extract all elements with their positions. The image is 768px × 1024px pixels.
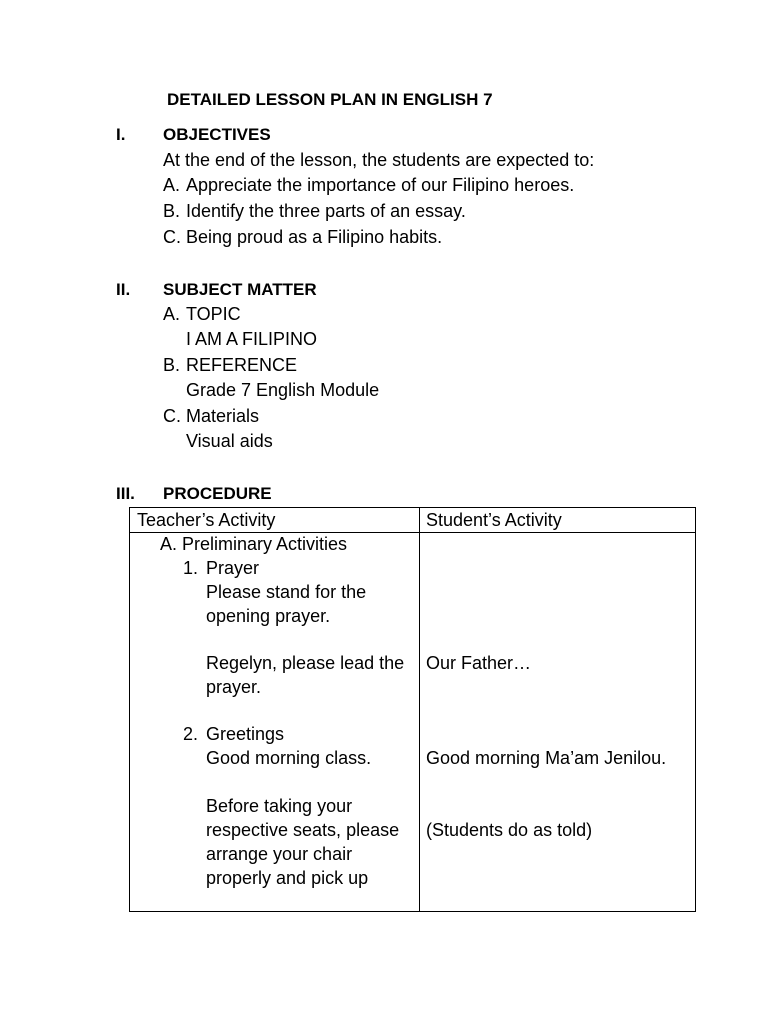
lead-line: prayer. — [206, 677, 262, 697]
page-title: DETAILED LESSON PLAN IN ENGLISH 7 — [167, 90, 493, 109]
lead-line: Regelyn, please lead the — [206, 653, 405, 673]
subject-item-value: Visual aids — [186, 431, 273, 451]
objective-text: Identify the three parts of an essay. — [186, 201, 466, 221]
subject-item-label: A. — [163, 304, 181, 324]
prayer-line: Please stand for the — [206, 582, 367, 602]
greet-line: Good morning class. — [206, 748, 372, 768]
objective-label: A. — [163, 175, 181, 195]
seat-line: respective seats, please — [206, 820, 400, 840]
subject-item-heading: TOPIC — [186, 304, 241, 324]
subject-item-reference — [163, 355, 297, 376]
seat-line: arrange your chair — [206, 844, 353, 864]
greet-label: 2. — [183, 724, 199, 744]
objective-item — [163, 175, 574, 196]
greet-response: Good morning Ma’am Jenilou. — [426, 748, 667, 768]
seat-line: Before taking your — [206, 796, 353, 816]
lead-response: Our Father… — [426, 653, 532, 673]
objective-text: Appreciate the importance of our Filipino heroes. — [186, 175, 575, 195]
greet-title: Greetings — [206, 724, 285, 744]
subject-item-materials — [163, 406, 259, 427]
prayer-label: 1. — [183, 558, 199, 578]
col-header-student: Student’s Activity — [426, 510, 562, 530]
col-header-teacher: Teacher’s Activity — [137, 510, 276, 530]
objectives-intro: At the end of the lesson, the students are expected to: — [163, 150, 595, 170]
prayer-line: opening prayer. — [206, 606, 331, 626]
prayer-title: Prayer — [206, 558, 260, 578]
table-column-divider — [419, 508, 420, 911]
objective-item — [163, 227, 442, 248]
objectives-heading: OBJECTIVES — [163, 125, 271, 144]
objective-label: B. — [163, 201, 181, 221]
procedure-table — [129, 507, 696, 912]
preliminary-activities: A. Preliminary Activities — [160, 534, 348, 554]
subject-item-heading: Materials — [186, 406, 260, 426]
subject-item-heading: REFERENCE — [186, 355, 298, 375]
subject-item-value: I AM A FILIPINO — [186, 329, 318, 349]
seat-response: (Students do as told) — [426, 820, 593, 840]
subject-matter-number: II. — [116, 280, 131, 299]
objective-text: Being proud as a Filipino habits. — [186, 227, 443, 247]
procedure-heading: PROCEDURE — [163, 484, 272, 503]
table-header-divider — [130, 532, 695, 533]
objective-item — [163, 201, 466, 222]
seat-line: properly and pick up — [206, 868, 369, 888]
subject-item-topic — [163, 304, 241, 325]
subject-item-value: Grade 7 English Module — [186, 380, 380, 400]
procedure-number: III. — [116, 484, 135, 503]
subject-matter-heading: SUBJECT MATTER — [163, 280, 317, 299]
objective-label: C. — [163, 227, 181, 247]
subject-item-label: C. — [163, 406, 181, 426]
subject-item-label: B. — [163, 355, 181, 375]
objectives-number: I. — [116, 125, 126, 144]
